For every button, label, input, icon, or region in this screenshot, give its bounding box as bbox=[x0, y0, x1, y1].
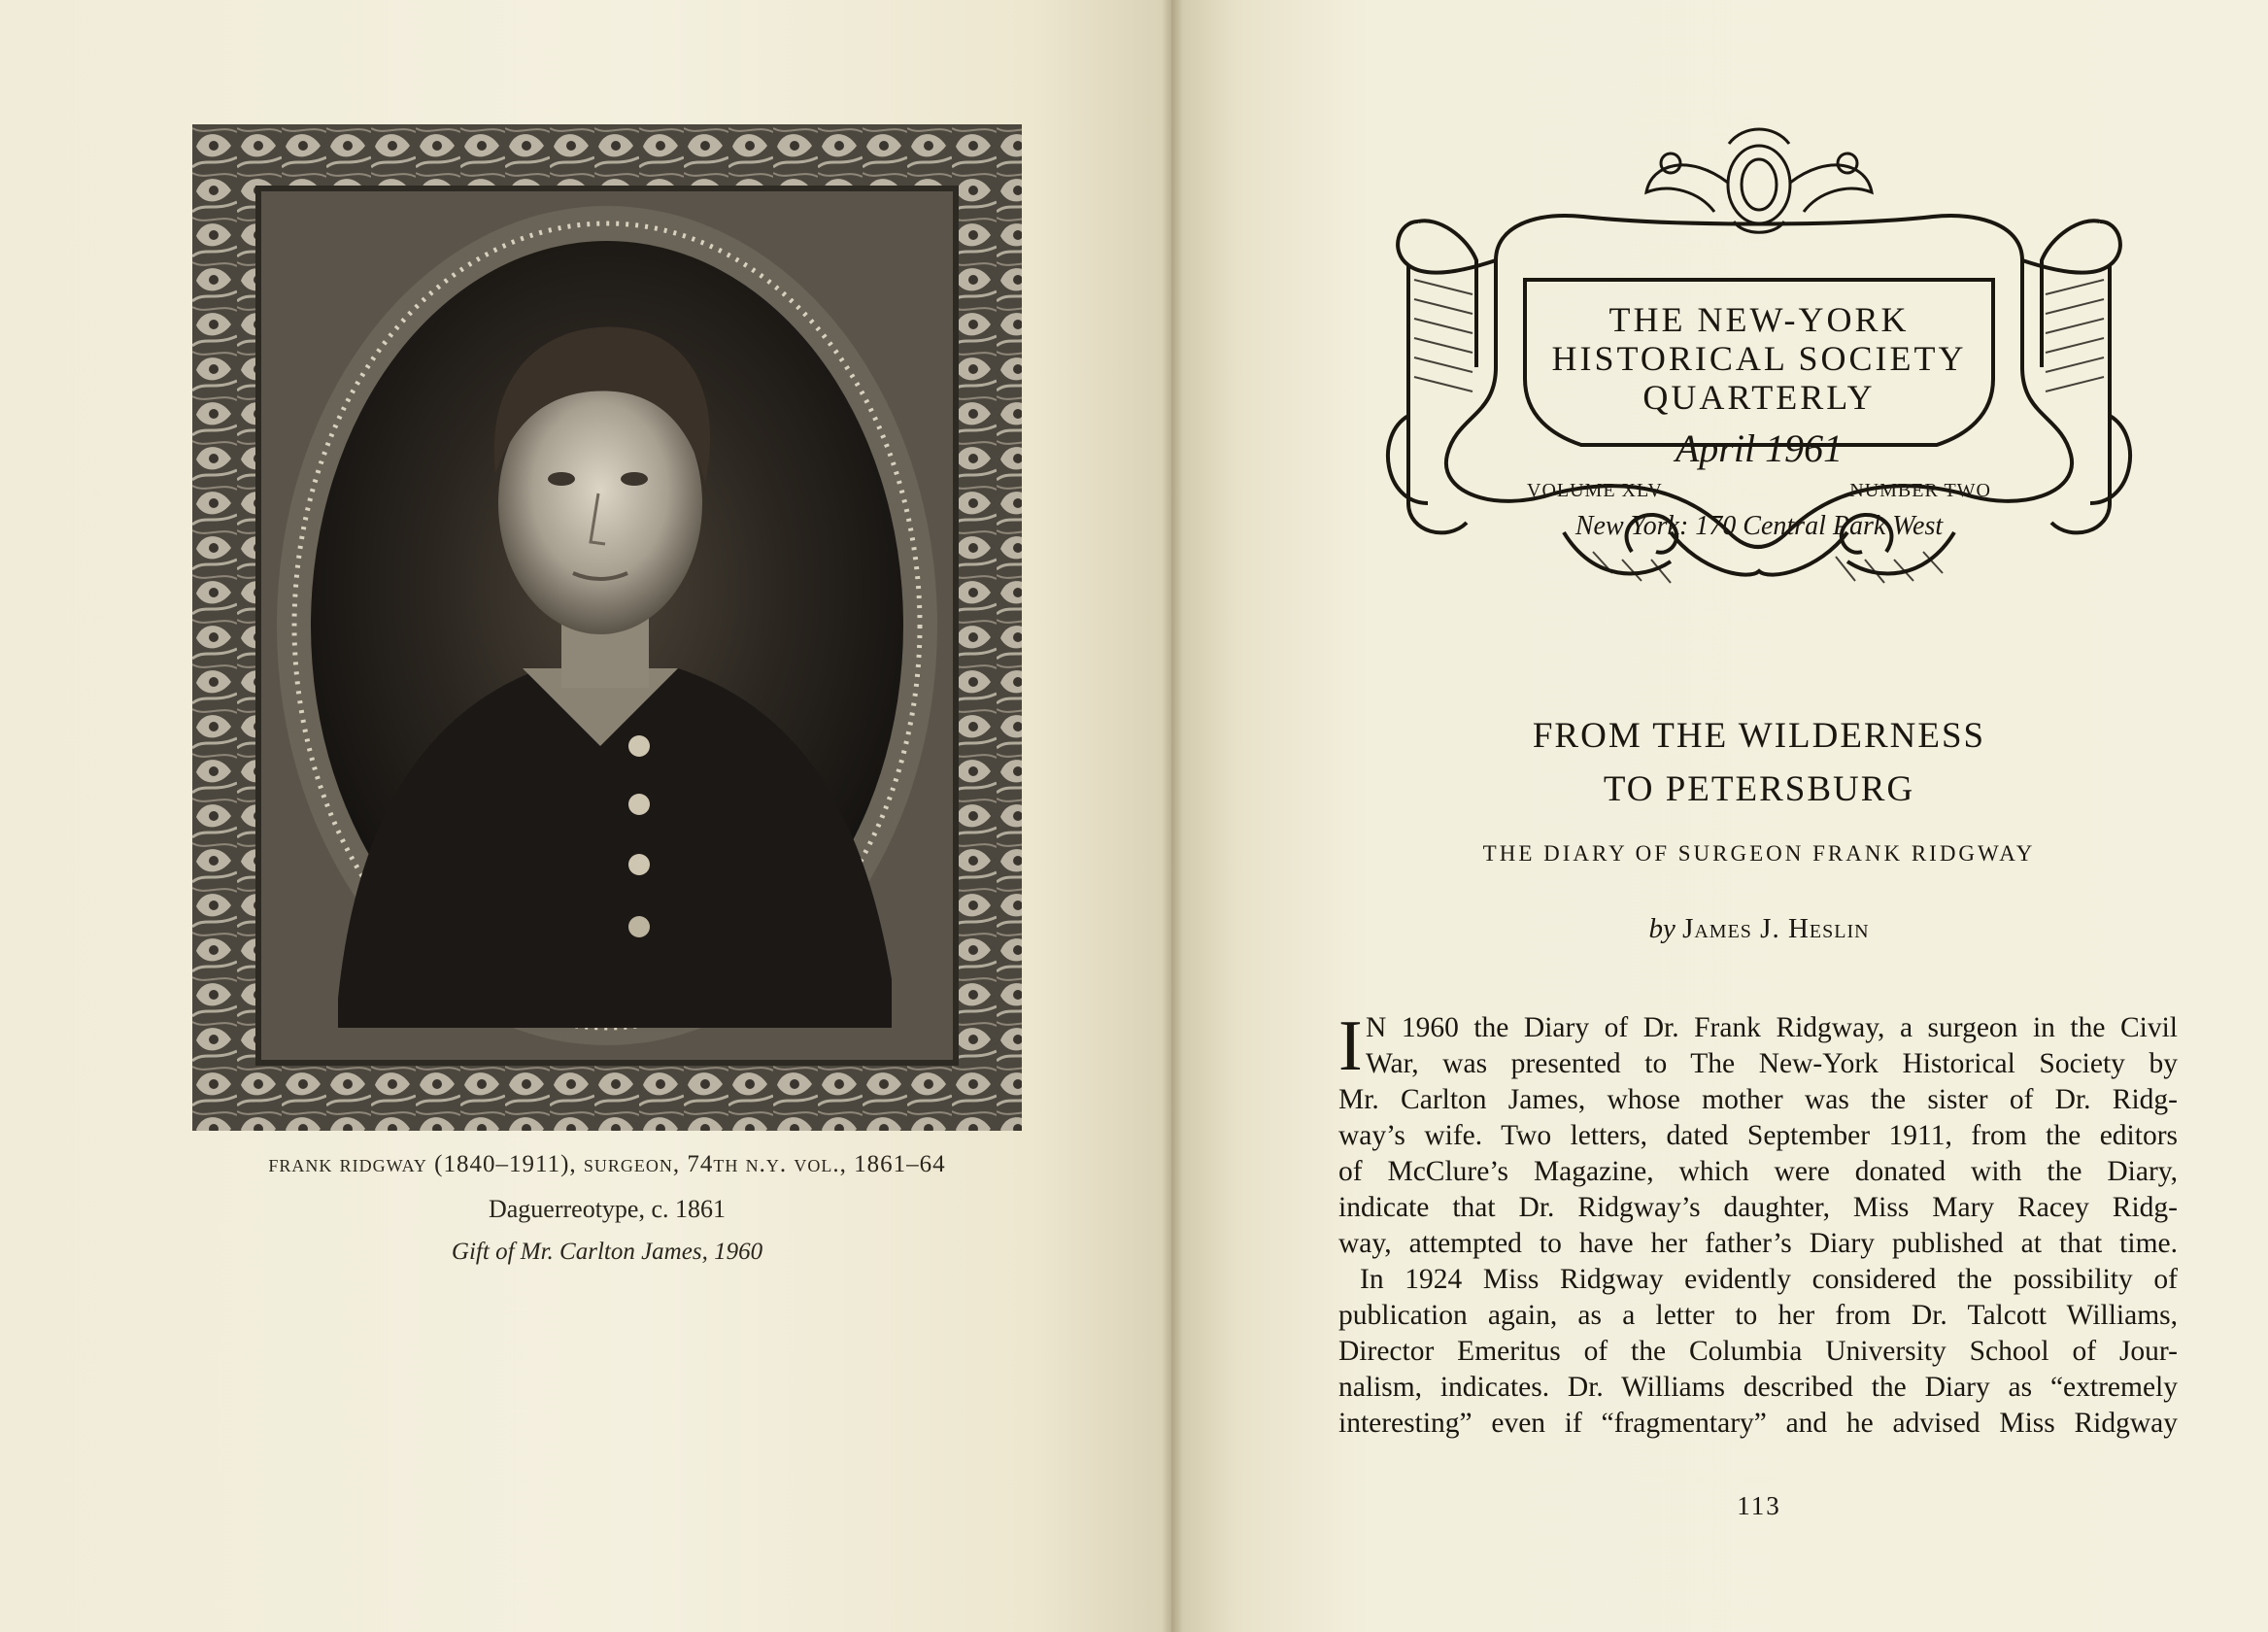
body-line: indicate that Dr. Ridgway’s daughter, Miss Mary Racey Ridg- bbox=[1338, 1192, 2178, 1223]
portrait-caption-medium: Daguerreotype, c. 1861 bbox=[488, 1195, 727, 1223]
body-line: way’s wife. Two letters, dated September 1911, from the editors bbox=[1338, 1120, 2178, 1151]
page-number: 113 bbox=[1737, 1491, 1781, 1520]
masthead-line-1: THE NEW-YORK bbox=[1608, 300, 1910, 339]
byline-prefix: by bbox=[1648, 913, 1676, 944]
body-line: way, attempted to have her father’s Diary published at that time. bbox=[1338, 1228, 2178, 1259]
article-subtitle: THE DIARY OF SURGEON FRANK RIDGWAY bbox=[1482, 841, 2036, 866]
body-line: N 1960 the Diary of Dr. Frank Ridgway, a surgeon in the Civil bbox=[1366, 1012, 2178, 1043]
body-line: nalism, indicates. Dr. Williams described the Diary as “extremely bbox=[1338, 1372, 2178, 1403]
body-line: publication again, as a letter to her from Dr. Talcott Williams, bbox=[1338, 1300, 2178, 1331]
article-title-line-2: TO PETERSBURG bbox=[1603, 769, 1915, 809]
article-body bbox=[1338, 1006, 2178, 1442]
article-title-line-1: FROM THE WILDERNESS bbox=[1532, 716, 1986, 756]
article-byline bbox=[1340, 913, 2178, 945]
drop-cap: I bbox=[1338, 1006, 1363, 1086]
body-line: interesting” even if “fragmentary” and he advised Miss Ridgway bbox=[1338, 1408, 2178, 1439]
body-line: Director Emeritus of the Columbia University School of Jour- bbox=[1338, 1336, 2178, 1367]
body-line: War, was presented to The New-York Historical Society by bbox=[1366, 1048, 2178, 1079]
daguerreotype-portrait bbox=[192, 124, 1022, 1131]
issue-date: April 1961 bbox=[1675, 426, 1844, 470]
book-gutter bbox=[1162, 0, 1183, 1632]
author-name: James J. Heslin bbox=[1682, 913, 1870, 944]
body-line: In 1924 Miss Ridgway evidently considered the possibility of bbox=[1360, 1264, 2178, 1295]
portrait-caption-title: frank ridgway (1840–1911), surgeon, 74th n.y. vol., 1861–64 bbox=[268, 1151, 946, 1177]
masthead-line-2: HISTORICAL SOCIETY bbox=[1551, 339, 1967, 378]
masthead-line-3: QUARTERLY bbox=[1642, 378, 1876, 417]
issue-number: NUMBER TWO bbox=[1849, 480, 1991, 501]
volume-number: VOLUME XLV bbox=[1527, 480, 1663, 501]
publisher-address: New York: 170 Central Park West bbox=[1574, 511, 1944, 541]
journal-masthead bbox=[1379, 124, 2139, 657]
portrait-image bbox=[192, 124, 1022, 1131]
body-line: of McClure’s Magazine, which were donated with the Diary, bbox=[1338, 1156, 2178, 1187]
portrait-caption-credit: Gift of Mr. Carlton James, 1960 bbox=[451, 1239, 763, 1265]
body-line: Mr. Carlton James, whose mother was the sister of Dr. Ridg- bbox=[1338, 1084, 2178, 1115]
